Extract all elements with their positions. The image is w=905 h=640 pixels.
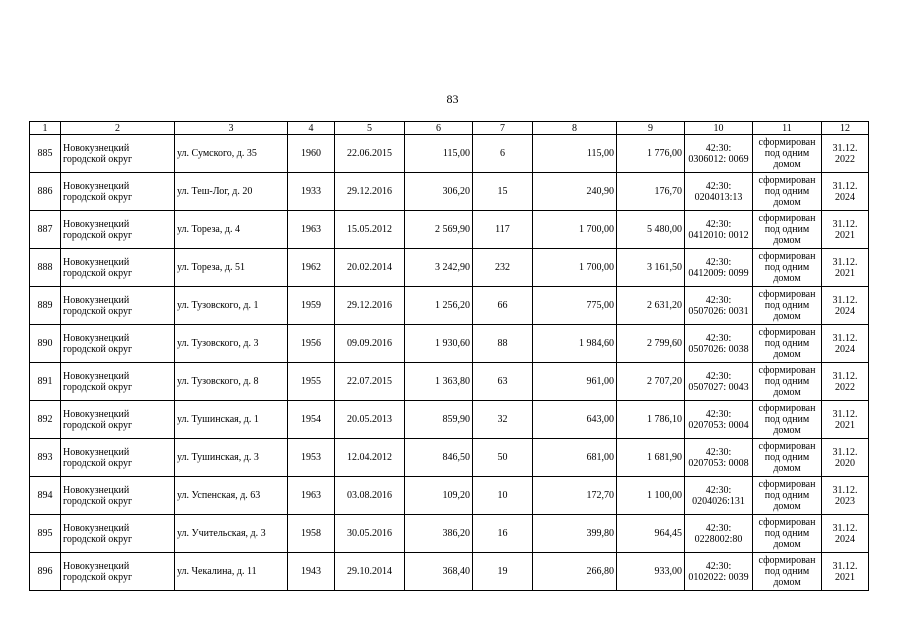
total-area-cell: 1 363,80	[405, 363, 473, 401]
deadline-cell: 31.12. 2020	[822, 439, 869, 477]
living-area-cell: 172,70	[533, 477, 617, 515]
year-built-cell: 1955	[288, 363, 335, 401]
date-cell: 29.10.2014	[335, 553, 405, 591]
column-header: 6	[405, 122, 473, 135]
living-area-cell: 643,00	[533, 401, 617, 439]
table-row	[30, 287, 869, 325]
municipality-cell: Новокузнецкий городской округ	[61, 135, 175, 173]
address-cell: ул. Тузовского, д. 1	[175, 287, 288, 325]
land-status-cell: сформирован под одним домом	[753, 477, 822, 515]
living-area-cell: 681,00	[533, 439, 617, 477]
housing-register-table	[29, 121, 869, 591]
table-row	[30, 173, 869, 211]
table-body	[30, 122, 869, 591]
column-header: 4	[288, 122, 335, 135]
year-built-cell: 1953	[288, 439, 335, 477]
row-number-cell: 891	[30, 363, 61, 401]
row-number-cell: 895	[30, 515, 61, 553]
land-area-cell: 176,70	[617, 173, 685, 211]
deadline-cell: 31.12. 2021	[822, 401, 869, 439]
table-row	[30, 515, 869, 553]
residents-count-cell: 63	[473, 363, 533, 401]
residents-count-cell: 15	[473, 173, 533, 211]
land-area-cell: 964,45	[617, 515, 685, 553]
year-built-cell: 1959	[288, 287, 335, 325]
living-area-cell: 266,80	[533, 553, 617, 591]
land-area-cell: 1 786,10	[617, 401, 685, 439]
municipality-cell: Новокузнецкий городской округ	[61, 287, 175, 325]
address-cell: ул. Теш-Лог, д. 20	[175, 173, 288, 211]
address-cell: ул. Успенская, д. 63	[175, 477, 288, 515]
deadline-cell: 31.12. 2024	[822, 515, 869, 553]
table-row	[30, 477, 869, 515]
address-cell: ул. Тузовского, д. 3	[175, 325, 288, 363]
living-area-cell: 775,00	[533, 287, 617, 325]
cadastral-number-cell: 42:30: 0207053: 0008	[685, 439, 753, 477]
year-built-cell: 1933	[288, 173, 335, 211]
cadastral-number-cell: 42:30: 0306012: 0069	[685, 135, 753, 173]
living-area-cell: 399,80	[533, 515, 617, 553]
total-area-cell: 2 569,90	[405, 211, 473, 249]
land-status-cell: сформирован под одним домом	[753, 401, 822, 439]
date-cell: 20.05.2013	[335, 401, 405, 439]
residents-count-cell: 19	[473, 553, 533, 591]
total-area-cell: 859,90	[405, 401, 473, 439]
total-area-cell: 368,40	[405, 553, 473, 591]
date-cell: 29.12.2016	[335, 287, 405, 325]
date-cell: 30.05.2016	[335, 515, 405, 553]
cadastral-number-cell: 42:30: 0207053: 0004	[685, 401, 753, 439]
land-status-cell: сформирован под одним домом	[753, 325, 822, 363]
living-area-cell: 240,90	[533, 173, 617, 211]
year-built-cell: 1962	[288, 249, 335, 287]
municipality-cell: Новокузнецкий городской округ	[61, 553, 175, 591]
deadline-cell: 31.12. 2022	[822, 135, 869, 173]
total-area-cell: 3 242,90	[405, 249, 473, 287]
row-number-cell: 894	[30, 477, 61, 515]
land-status-cell: сформирован под одним домом	[753, 287, 822, 325]
land-area-cell: 2 799,60	[617, 325, 685, 363]
land-area-cell: 5 480,00	[617, 211, 685, 249]
living-area-cell: 961,00	[533, 363, 617, 401]
column-header: 9	[617, 122, 685, 135]
row-number-cell: 890	[30, 325, 61, 363]
residents-count-cell: 232	[473, 249, 533, 287]
land-status-cell: сформирован под одним домом	[753, 211, 822, 249]
column-header: 7	[473, 122, 533, 135]
year-built-cell: 1963	[288, 211, 335, 249]
land-status-cell: сформирован под одним домом	[753, 553, 822, 591]
residents-count-cell: 32	[473, 401, 533, 439]
column-header: 3	[175, 122, 288, 135]
municipality-cell: Новокузнецкий городской округ	[61, 515, 175, 553]
total-area-cell: 1 256,20	[405, 287, 473, 325]
municipality-cell: Новокузнецкий городской округ	[61, 363, 175, 401]
date-cell: 03.08.2016	[335, 477, 405, 515]
living-area-cell: 1 700,00	[533, 249, 617, 287]
year-built-cell: 1943	[288, 553, 335, 591]
table-row	[30, 401, 869, 439]
row-number-cell: 887	[30, 211, 61, 249]
table-row	[30, 439, 869, 477]
cadastral-number-cell: 42:30: 0412010: 0012	[685, 211, 753, 249]
table-row	[30, 249, 869, 287]
cadastral-number-cell: 42:30: 0507026: 0038	[685, 325, 753, 363]
deadline-cell: 31.12. 2021	[822, 211, 869, 249]
land-area-cell: 1 776,00	[617, 135, 685, 173]
year-built-cell: 1954	[288, 401, 335, 439]
deadline-cell: 31.12. 2024	[822, 173, 869, 211]
residents-count-cell: 50	[473, 439, 533, 477]
table-row	[30, 135, 869, 173]
residents-count-cell: 16	[473, 515, 533, 553]
cadastral-number-cell: 42:30: 0228002:80	[685, 515, 753, 553]
column-number-row	[30, 122, 869, 135]
living-area-cell: 1 984,60	[533, 325, 617, 363]
row-number-cell: 885	[30, 135, 61, 173]
deadline-cell: 31.12. 2024	[822, 287, 869, 325]
living-area-cell: 1 700,00	[533, 211, 617, 249]
row-number-cell: 886	[30, 173, 61, 211]
address-cell: ул. Тореза, д. 51	[175, 249, 288, 287]
land-area-cell: 3 161,50	[617, 249, 685, 287]
table-row	[30, 363, 869, 401]
total-area-cell: 306,20	[405, 173, 473, 211]
land-status-cell: сформирован под одним домом	[753, 173, 822, 211]
residents-count-cell: 10	[473, 477, 533, 515]
table-row	[30, 553, 869, 591]
address-cell: ул. Тузовского, д. 8	[175, 363, 288, 401]
residents-count-cell: 117	[473, 211, 533, 249]
page-number: 83	[446, 92, 459, 106]
cadastral-number-cell: 42:30: 0507026: 0031	[685, 287, 753, 325]
deadline-cell: 31.12. 2021	[822, 553, 869, 591]
address-cell: ул. Учительская, д. 3	[175, 515, 288, 553]
cadastral-number-cell: 42:30: 0412009: 0099	[685, 249, 753, 287]
land-status-cell: сформирован под одним домом	[753, 135, 822, 173]
deadline-cell: 31.12. 2023	[822, 477, 869, 515]
land-area-cell: 1 100,00	[617, 477, 685, 515]
cadastral-number-cell: 42:30: 0507027: 0043	[685, 363, 753, 401]
column-header: 10	[685, 122, 753, 135]
table-row	[30, 325, 869, 363]
row-number-cell: 888	[30, 249, 61, 287]
column-header: 11	[753, 122, 822, 135]
address-cell: ул. Сумского, д. 35	[175, 135, 288, 173]
municipality-cell: Новокузнецкий городской округ	[61, 401, 175, 439]
address-cell: ул. Тореза, д. 4	[175, 211, 288, 249]
total-area-cell: 386,20	[405, 515, 473, 553]
column-header: 8	[533, 122, 617, 135]
year-built-cell: 1956	[288, 325, 335, 363]
year-built-cell: 1963	[288, 477, 335, 515]
year-built-cell: 1958	[288, 515, 335, 553]
row-number-cell: 892	[30, 401, 61, 439]
column-header: 12	[822, 122, 869, 135]
residents-count-cell: 66	[473, 287, 533, 325]
living-area-cell: 115,00	[533, 135, 617, 173]
date-cell: 29.12.2016	[335, 173, 405, 211]
municipality-cell: Новокузнецкий городской округ	[61, 325, 175, 363]
total-area-cell: 846,50	[405, 439, 473, 477]
total-area-cell: 1 930,60	[405, 325, 473, 363]
table-row	[30, 211, 869, 249]
land-status-cell: сформирован под одним домом	[753, 515, 822, 553]
total-area-cell: 109,20	[405, 477, 473, 515]
address-cell: ул. Тушинская, д. 1	[175, 401, 288, 439]
land-status-cell: сформирован под одним домом	[753, 249, 822, 287]
date-cell: 09.09.2016	[335, 325, 405, 363]
deadline-cell: 31.12. 2024	[822, 325, 869, 363]
municipality-cell: Новокузнецкий городской округ	[61, 439, 175, 477]
row-number-cell: 896	[30, 553, 61, 591]
date-cell: 20.02.2014	[335, 249, 405, 287]
residents-count-cell: 6	[473, 135, 533, 173]
cadastral-number-cell: 42:30: 0204026:131	[685, 477, 753, 515]
column-header: 5	[335, 122, 405, 135]
deadline-cell: 31.12. 2021	[822, 249, 869, 287]
land-area-cell: 933,00	[617, 553, 685, 591]
land-area-cell: 2 707,20	[617, 363, 685, 401]
cadastral-number-cell: 42:30: 0102022: 0039	[685, 553, 753, 591]
column-header: 1	[30, 122, 61, 135]
total-area-cell: 115,00	[405, 135, 473, 173]
municipality-cell: Новокузнецкий городской округ	[61, 211, 175, 249]
municipality-cell: Новокузнецкий городской округ	[61, 249, 175, 287]
cadastral-number-cell: 42:30: 0204013:13	[685, 173, 753, 211]
land-status-cell: сформирован под одним домом	[753, 363, 822, 401]
municipality-cell: Новокузнецкий городской округ	[61, 173, 175, 211]
land-status-cell: сформирован под одним домом	[753, 439, 822, 477]
land-area-cell: 2 631,20	[617, 287, 685, 325]
row-number-cell: 893	[30, 439, 61, 477]
address-cell: ул. Чекалина, д. 11	[175, 553, 288, 591]
date-cell: 22.07.2015	[335, 363, 405, 401]
residents-count-cell: 88	[473, 325, 533, 363]
row-number-cell: 889	[30, 287, 61, 325]
date-cell: 12.04.2012	[335, 439, 405, 477]
year-built-cell: 1960	[288, 135, 335, 173]
date-cell: 22.06.2015	[335, 135, 405, 173]
municipality-cell: Новокузнецкий городской округ	[61, 477, 175, 515]
land-area-cell: 1 681,90	[617, 439, 685, 477]
deadline-cell: 31.12. 2022	[822, 363, 869, 401]
address-cell: ул. Тушинская, д. 3	[175, 439, 288, 477]
column-header: 2	[61, 122, 175, 135]
date-cell: 15.05.2012	[335, 211, 405, 249]
